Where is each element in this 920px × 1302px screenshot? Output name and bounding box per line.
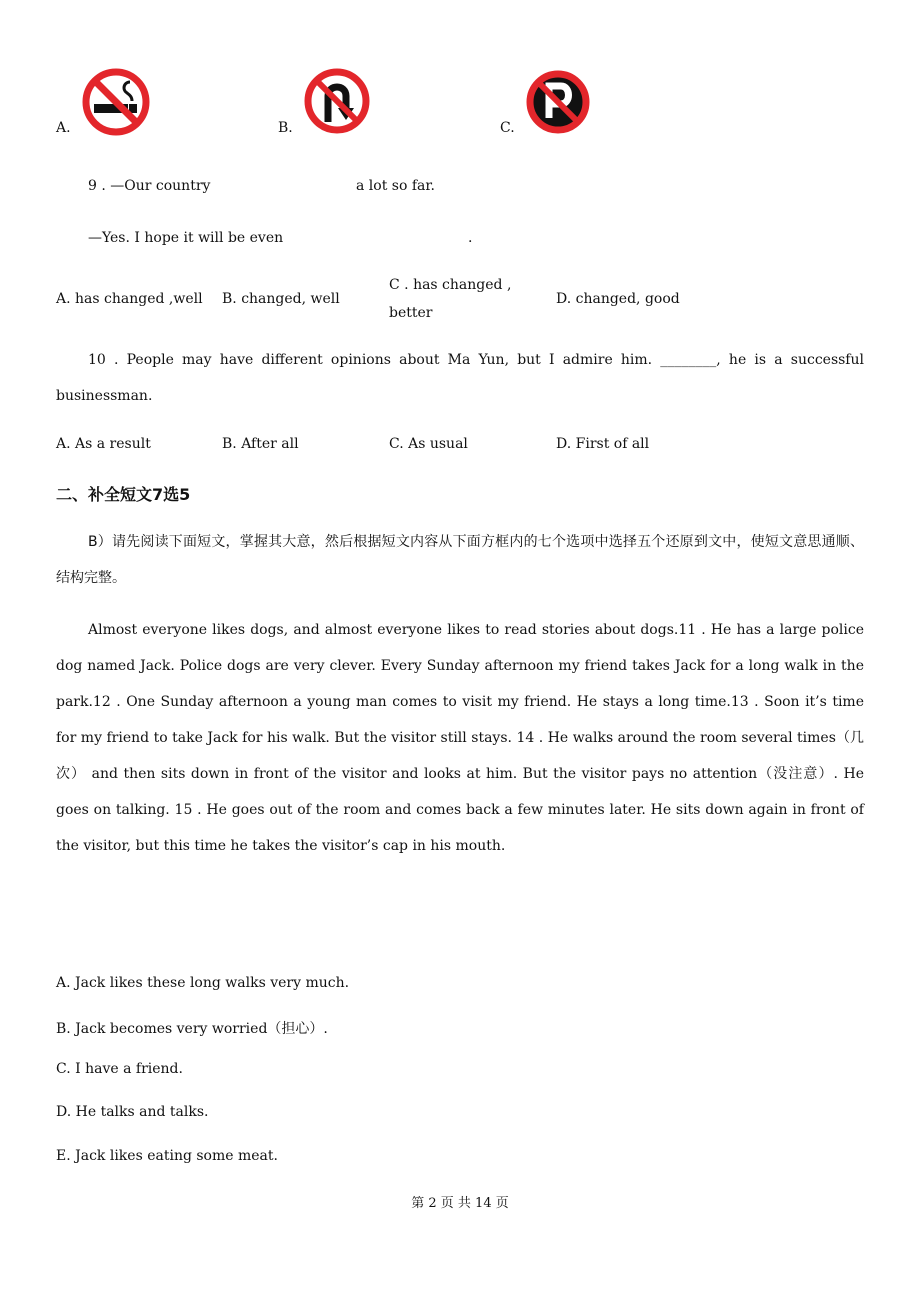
option-b-label: B. <box>278 120 293 136</box>
q10-option-d: D. First of all <box>556 436 650 452</box>
q10-option-c: C. As usual <box>389 436 468 452</box>
no-u-turn-sign-icon <box>302 66 372 136</box>
section-heading: 二、补全短文7选5 <box>56 485 191 504</box>
q10-option-a: A. As a result <box>56 436 151 452</box>
q9-option-d: D. changed, good <box>556 291 680 307</box>
reading-passage: Almost everyone likes dogs, and almost everyone likes to read stories about dogs.11 . He has a large police dog named Jack. Police dogs are very clever. Every Sunday afternoon my friend takes Jack for a long walk in the park.12 . One Sunday afternoon a young man comes to visit my friend. He stays a long time.13 . Soon it’s time for my friend to take Jack for his walk. But the visitor still stays. 14 . He walks around the room several times（几次） and then sits down in front of the visitor and looks at him. But the visitor pays no attention（没注意）. He goes on talking. 15 . He goes out of the room and comes back a few minutes later. He sits down again in front of the visitor, but this time he takes the visitor’s cap in his mouth. <box>56 622 864 854</box>
choice-option-a: A. Jack likes these long walks very much. <box>56 975 350 991</box>
no-parking-sign-icon <box>524 68 592 136</box>
q9-option-c-line1: C . has changed , <box>389 277 512 293</box>
q9-option-b: B. changed, well <box>222 291 340 307</box>
q9-stem-part1: 9 . —Our country <box>88 178 211 194</box>
option-a-label: A. <box>56 120 71 136</box>
no-smoking-sign-icon <box>80 66 152 138</box>
q9-stem-line2: —Yes. I hope it will be even <box>88 230 284 246</box>
option-c-label: C. <box>500 120 515 136</box>
q10-option-b: B. After all <box>222 436 299 452</box>
choice-option-c: C. I have a friend. <box>56 1061 183 1077</box>
q9-stem-line2-end: . <box>468 230 473 246</box>
choice-option-e: E. Jack likes eating some meat. <box>56 1148 278 1164</box>
q10-stem: 10 . People may have different opinions about Ma Yun, but I admire him. ________, he is a successful businessman. <box>56 352 864 404</box>
choice-option-d: D. He talks and talks. <box>56 1104 209 1120</box>
section-instruction: B）请先阅读下面短文，掌握其大意，然后根据短文内容从下面方框内的七个选项中选择五个还原到文中，使短文意思通顺、结构完整。 <box>56 534 864 586</box>
q9-option-c-line2: better <box>389 305 433 321</box>
q9-stem-part2: a lot so far. <box>356 178 435 194</box>
page-footer: 第 2 页 共 14 页 <box>411 1196 509 1211</box>
q9-option-a: A. has changed ,well <box>56 291 203 307</box>
choice-option-b: B. Jack becomes very worried（担心）. <box>56 1021 328 1037</box>
